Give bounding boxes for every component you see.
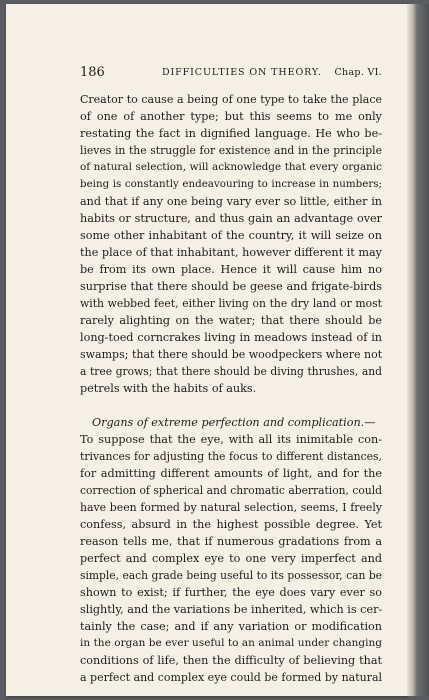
text-line: conditions of life, then the difficulty of believing that <box>80 654 382 667</box>
text-line: tainly the case; and if any variation or modification <box>80 620 382 633</box>
page-header <box>80 65 382 81</box>
paragraph-creator <box>80 91 382 397</box>
text-line: shown to exist; if further, the eye does vary ever so <box>80 586 382 599</box>
text-line: with webbed feet, either living on the dry land or most <box>80 297 382 310</box>
text-line: petrels with the habits of auks. <box>80 382 257 395</box>
running-title: DIFFICULTIES ON THEORY. <box>162 67 322 78</box>
text-line: confess, absurd in the highest possible degree. Yet <box>80 518 382 531</box>
page-edge <box>407 4 429 696</box>
text-line: long-toed corncrakes living in meadows instead of in <box>80 331 382 344</box>
text-line: habits or structure, and thus gain an advantage over <box>80 212 382 225</box>
text-line: of one of another type; but this seems to me only <box>80 110 382 123</box>
text-line: be from its own place. Hence it will cause him no <box>80 263 382 276</box>
text-line: of natural selection, will acknowledge that every organic <box>80 161 382 173</box>
page-number: 186 <box>80 65 105 80</box>
text-line: swamps; that there should be woodpeckers where not <box>80 348 382 361</box>
text-line: some other inhabitant of the country, it will seize on <box>80 229 382 242</box>
section-heading: Organs of extreme perfection and complication.— <box>92 416 376 429</box>
text-line: restating the fact in dignified language. He who be- <box>80 127 382 140</box>
text-line: slightly, and the variations be inherited, which is cer- <box>80 603 382 616</box>
text-line: have been formed by natural selection, seems, I freely <box>80 501 382 514</box>
text-line: and that if any one being vary ever so little, either in <box>80 195 382 208</box>
text-line: surprise that there should be geese and frigate-birds <box>80 280 382 293</box>
text-line: reason tells me, that if numerous gradations from a <box>80 535 382 548</box>
text-line: the place of that inhabitant, however different it may <box>80 246 382 259</box>
text-line: a tree grows; that there should be diving thrushes, and <box>80 365 382 378</box>
text-line: To suppose that the eye, with all its inimitable con- <box>80 433 382 446</box>
page-body <box>80 91 382 686</box>
text-line: Creator to cause a being of one type to take the place <box>80 93 382 106</box>
paragraph-gap <box>80 397 382 414</box>
book-page <box>6 4 407 696</box>
text-line: trivances for adjusting the focus to different distances, <box>80 450 382 463</box>
text-line: in the organ be ever useful to an animal under changing <box>80 637 382 649</box>
text-line: for admitting different amounts of light, and for the <box>80 467 382 480</box>
chapter-label: Chap. VI. <box>334 67 382 78</box>
text-line: perfect and complex eye to one very imperfect and <box>80 552 382 565</box>
paragraph-organs <box>80 414 382 686</box>
text-line: simple, each grade being useful to its possessor, can be <box>80 569 382 582</box>
text-line: correction of spherical and chromatic aberration, could <box>80 484 382 497</box>
text-line: rarely alighting on the water; that there should be <box>80 314 382 327</box>
text-line: a perfect and complex eye could be formed by natural <box>80 671 382 684</box>
text-line: being is constantly endeavouring to increase in numbers; <box>80 178 382 190</box>
text-line: lieves in the struggle for existence and in the principle <box>80 144 382 157</box>
